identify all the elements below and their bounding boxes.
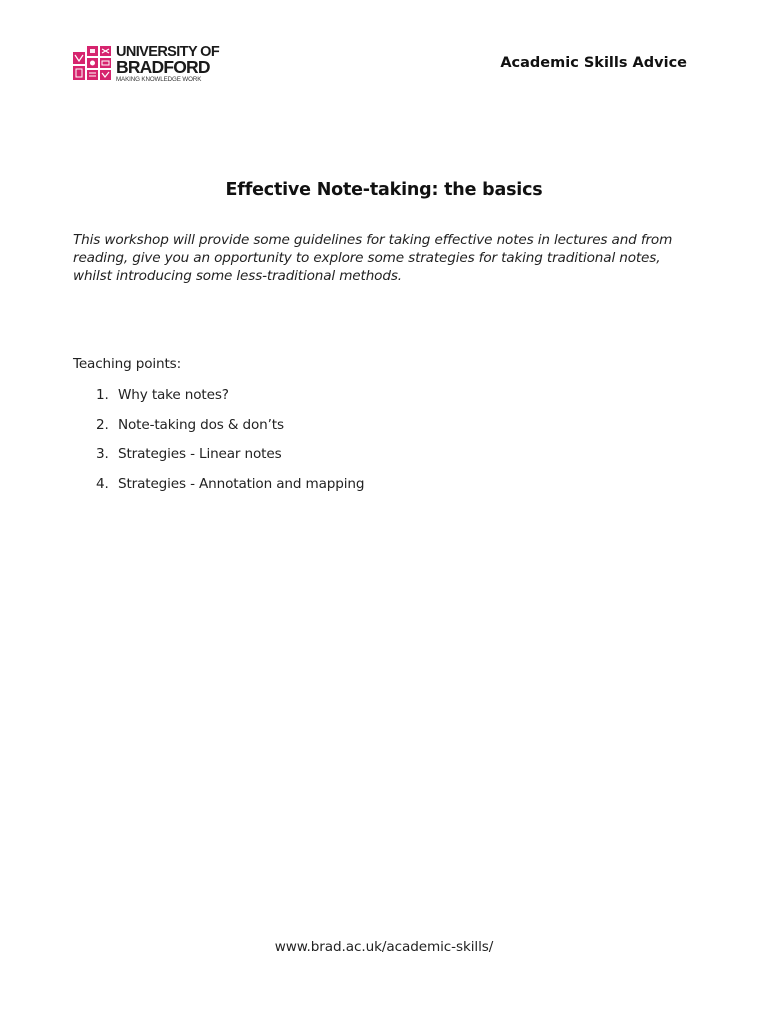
list-item [96, 475, 364, 505]
department-title: Academic Skills Advice [500, 55, 687, 71]
teaching-points-list [96, 386, 364, 504]
university-crest-icon [72, 44, 112, 82]
list-item [96, 386, 364, 416]
teaching-points-heading: Teaching points: [73, 356, 182, 372]
list-item [96, 416, 364, 446]
footer-url-link[interactable]: www.brad.ac.uk/academic-skills/ [274, 939, 494, 955]
list-item-text: Note-taking dos & don’ts [118, 416, 284, 433]
list-item [96, 445, 364, 475]
university-logo [72, 44, 222, 84]
logo-line-university: UNIVERSITY OF [116, 44, 220, 60]
intro-line: whilst introducing some less-traditional methods. [73, 268, 402, 284]
list-item-number: 2. [96, 416, 109, 433]
logo-wordmark [116, 44, 219, 83]
list-item-text: Strategies - Linear notes [118, 446, 282, 462]
list-item-number: 4. [96, 475, 109, 492]
list-item-text: Why take notes? [118, 387, 229, 403]
logo-line-bradford: BRADFORD [116, 56, 210, 77]
list-item-number: 1. [96, 387, 109, 403]
intro-paragraph [73, 231, 699, 285]
list-item-number: 3. [96, 446, 109, 462]
document-title: Effective Note-taking: the basics [225, 179, 543, 200]
intro-line: reading, give you an opportunity to explore some strategies for taking traditional notes, [73, 250, 661, 266]
logo-tagline: MAKING KNOWLEDGE WORK [116, 76, 202, 83]
list-item-text: Strategies - Annotation and mapping [118, 475, 365, 492]
intro-line: This workshop will provide some guidelines for taking effective notes in lectures and from [73, 232, 673, 248]
